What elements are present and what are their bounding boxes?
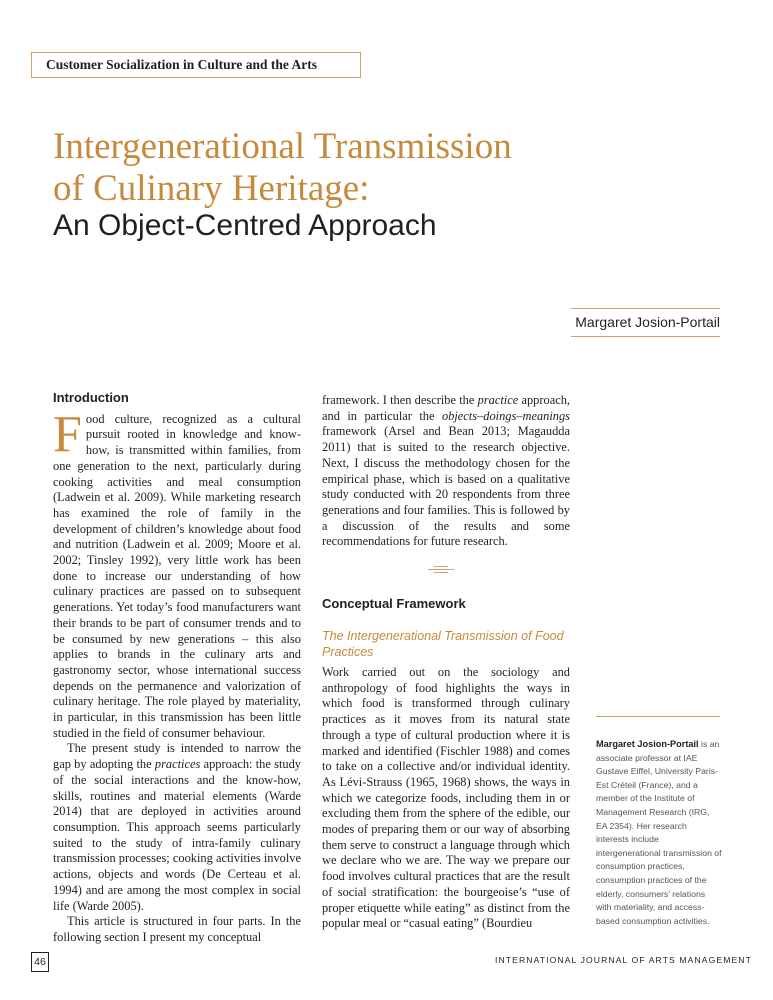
author-name: Margaret Josion-Portail: [575, 314, 720, 330]
intro-p4-em1: practice: [477, 393, 519, 407]
intro-p2-a: The present study is intended to narrow the gap by adopting the: [53, 741, 301, 772]
article-subtitle: An Object-Centred Approach: [53, 209, 437, 242]
introduction-heading: Introduction: [53, 390, 129, 405]
intro-p1-text: ood culture, recognized as a cultural pursuit rooted in knowledge and know-how, is transmitted within families, from one generation to the next, particularly during cooking activities and meal consumption (Ladwein et al. 2009). While marketing research has examined the role of family in the development of children’s knowledge about food and nutrition (Ladwein et al. 2009; Moore et al. 2002; Tinsley 1992), very little work has been done to increase our understanding of how culinary practices are passed on to subsequent generations. Yet today’s food manufacturers want their brands to be part of consumer trends and to be consumed by new generations – this also applies to brands in the culinary arts and gastronomy sector, whose international success depends on the permanence and valorization of culinary heritage. The role played by materiality, in particular, in this transmission has been little studied in the field of consumer behaviour.: [53, 411, 301, 740]
conceptual-paragraph-1: Work carried out on the sociology and anthropology of food highlights the ways in which food is transformed through culinary practices as it moves from its natural state through a type of cultural production where it is marked and identified (Fischler 1988) and comes to take on a collective and/or individual identity. As Lévi-Strauss (1965, 1968) shows, the ways in which we categorize foods, including them in or excluding them from the sphere of the edible, our modes of preparing them or our way of absorbing them serve to construct a language through which we declare who we are. The way we prepare our food involves cultural practices that are the result of social stratification: the bourgeoise’s “use of proper etiquette while eating” as distinct from the popular meal or “casual eating” (Bourdieu: [322, 665, 570, 931]
author-box: [571, 308, 720, 337]
section-ornament: [428, 564, 454, 574]
intro-paragraph-4: [322, 393, 570, 550]
drop-cap: F: [53, 405, 82, 463]
intro-p4-a: framework. I then describe the: [322, 393, 478, 407]
intro-p4-c: framework (Arsel and Bean 2013; Magaudda 2011) that is suited to the research objective. Next, I discuss the methodology chosen for the empirical phase, which is based on a qualitative study conducted with 20 respondents from three generations and four families. This is followed by a discussion of the results and some recommendations for future research.: [322, 424, 570, 549]
journal-name: INTERNATIONAL JOURNAL OF ARTS MANAGEMENT: [495, 955, 752, 965]
conceptual-framework-heading: Conceptual Framework: [322, 596, 466, 611]
column-2-top: [322, 393, 570, 550]
intro-paragraph-2: [53, 741, 301, 914]
column-1: [53, 390, 301, 946]
column-2-body: [322, 665, 570, 932]
section-label-box: [31, 52, 361, 78]
intro-paragraph-3: This article is structured in four parts. In the following section I present my conceptual: [53, 914, 301, 944]
intro-p2-b: approach: the study of the social interactions and the know-how, skills, routines and material elements (Warde 2014) that are deployed in activities around consumption. This approach seems particularly suited to the study of intra-family culinary transmission processes; cooking activities involve actions, objects and words (De Certeau et al. 1994) and are among the most complex in social life (Warde 2005).: [53, 757, 301, 913]
page-number: 46: [31, 952, 49, 972]
bio-rule: [596, 716, 720, 717]
bio-name: Margaret Josion-Portail: [596, 739, 699, 749]
intro-paragraph-1: [53, 405, 301, 742]
intro-p4-b: approach, and in particular the: [322, 393, 570, 423]
conceptual-subheading: The Intergenerational Transmission of Food Practices: [322, 629, 564, 659]
author-bio: [596, 738, 722, 928]
intro-p2-em: practices: [154, 757, 201, 772]
title-line-1: Intergenerational Transmission: [53, 126, 512, 167]
bio-text: is an associate professor at IAE Gustave Eiffel, University Paris-Est Créteil (France), and a member of the Institute of Management Research (IRG, EA 2354). Her research interests include intergenerational transmission of consumption practices, consumption practices of the elderly, consumers’ relations with materiality, and access-based consumption activities.: [596, 739, 722, 926]
title-line-2: of Culinary Heritage:: [53, 168, 370, 209]
section-label: Customer Socialization in Culture and the Arts: [46, 57, 318, 72]
intro-p4-em2: objects–doings–meanings: [441, 408, 570, 423]
article-title: [53, 126, 733, 210]
